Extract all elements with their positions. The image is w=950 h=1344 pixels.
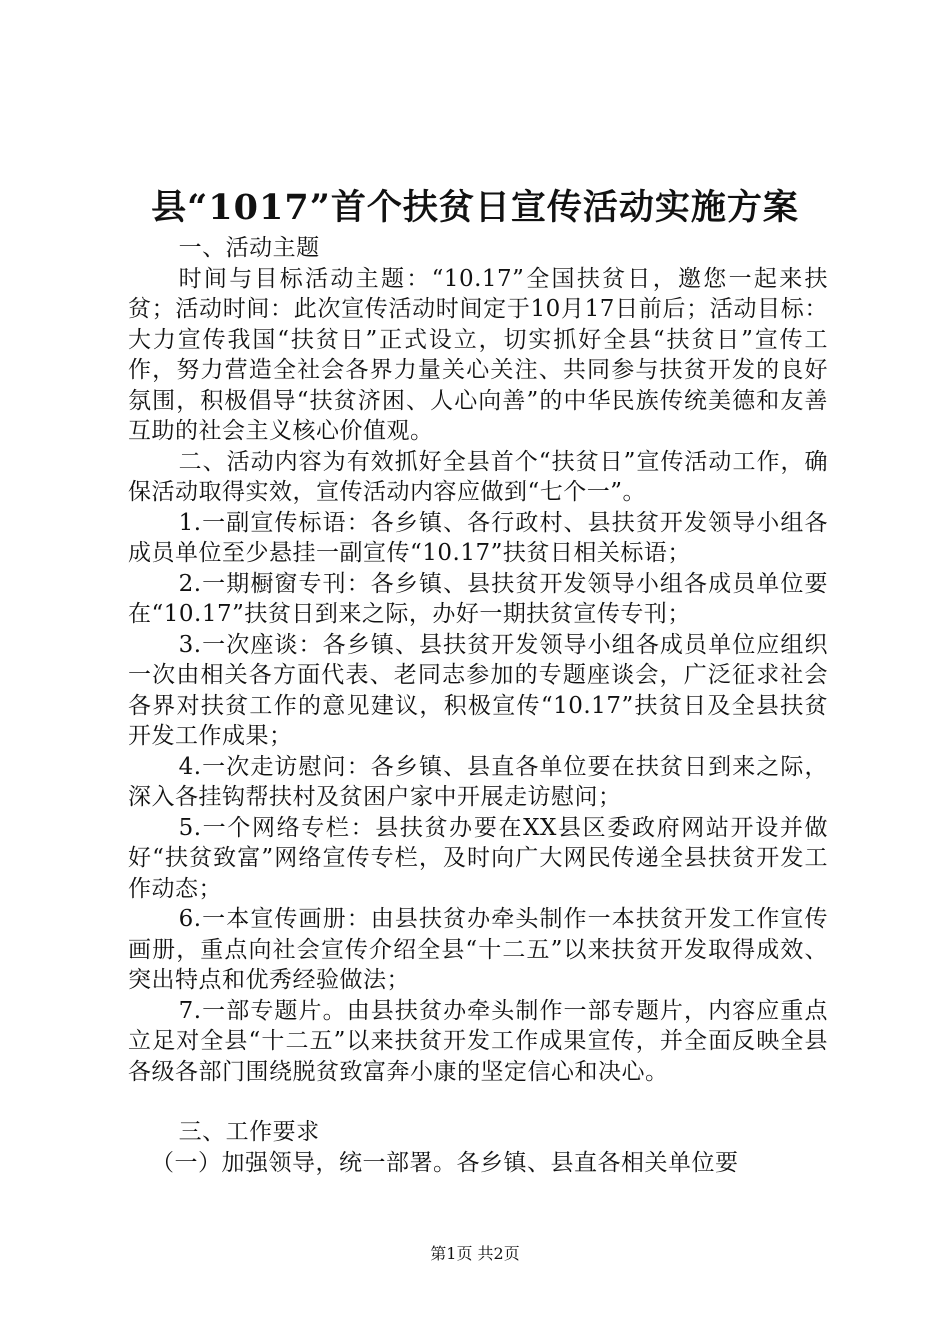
paragraph-requirement-1: （一）加强领导，统一部署。各乡镇、县直各相关单位要	[151, 1149, 739, 1176]
list-item-web-column: 5.一个网络专栏：县扶贫办要在XX县区委政府网站开设并做好“扶贫致富”网络宣传专栏，及时向广大网民传递全县扶贫开发工作动态；	[128, 814, 828, 902]
paragraph-theme-details: 时间与目标活动主题：“10.17”全国扶贫日，邀您一起来扶贫；活动时间：此次宣传活动时间定于10月17日前后；活动目标：大力宣传我国“扶贫日”正式设立，切实抓好全县“扶贫日”宣传工作，努力营造全社会各界力量关心关注、共同参与扶贫开发的良好氛围，积极倡导“扶贫济困、人心向善”的中华民族传统美德和友善互助的社会主义核心价值观。	[128, 265, 828, 444]
list-item-brochure: 6.一本宣传画册：由县扶贫办牵头制作一本扶贫开发工作宣传画册，重点向社会宣传介绍全县“十二五”以来扶贫开发取得成效、突出特点和优秀经验做法；	[128, 906, 828, 993]
section-heading-work-requirements: 三、工作要求	[178, 1119, 320, 1145]
list-item-documentary: 7.一部专题片。由县扶贫办牵头制作一部专题片，内容应重点立足对全县“十二五”以来扶贫开发工作成果宣传，并全面反映全县各级各部门围绕脱贫致富奔小康的坚定信心和决心。	[128, 997, 828, 1085]
section-heading-activity-theme: 一、活动主题	[178, 235, 320, 261]
list-item-slogan: 1.一副宣传标语：各乡镇、各行政村、县扶贫开发领导小组各成员单位至少悬挂一副宣传“10.17”扶贫日相关标语；	[128, 509, 828, 566]
document-body	[128, 233, 828, 1178]
document-title: 县“1017”首个扶贫日宣传活动实施方案	[151, 187, 799, 228]
list-item-window-issue: 2.一期橱窗专刊：各乡镇、县扶贫开发领导小组各成员单位要在“10.17”扶贫日到来之际，办好一期扶贫宣传专刊；	[128, 570, 828, 627]
paragraph-activity-content: 二、活动内容为有效抓好全县首个“扶贫日”宣传活动工作，确保活动取得实效，宣传活动内容应做到“七个一”。	[128, 448, 828, 505]
list-item-forum: 3.一次座谈：各乡镇、县扶贫开发领导小组各成员单位应组织一次由相关各方面代表、老同志参加的专题座谈会，广泛征求社会各界对扶贫工作的意见建议，积极宣传“10.17”扶贫日及全县扶贫开发工作成果；	[128, 631, 828, 749]
list-item-visit: 4.一次走访慰问：各乡镇、县直各单位要在扶贫日到来之际，深入各挂钩帮扶村及贫困户家中开展走访慰问；	[128, 753, 828, 810]
page-footer: 第1页 共2页	[430, 1244, 520, 1263]
paragraph-spacer	[128, 1087, 828, 1117]
